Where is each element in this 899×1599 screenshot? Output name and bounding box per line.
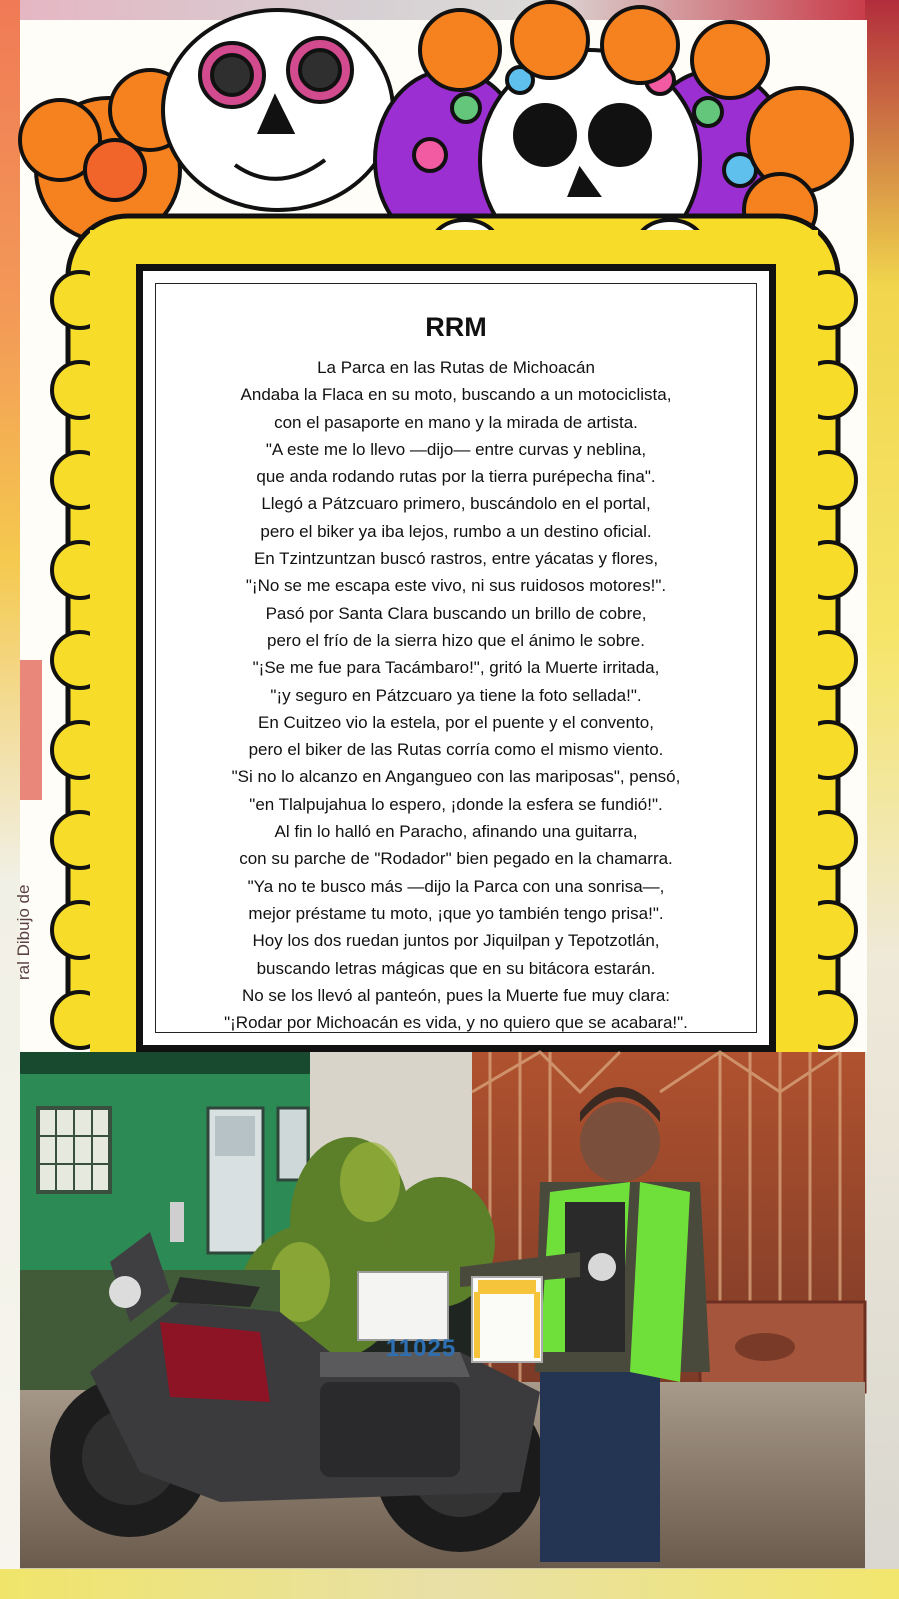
poem-lines <box>156 354 756 1036</box>
poem-inner-border <box>155 283 757 1033</box>
left-edge-blotch <box>20 660 42 800</box>
photo-illustration <box>20 1052 865 1568</box>
poem-line: pero el biker ya iba lejos, rumbo a un destino oficial. <box>260 521 652 541</box>
poem-line: "¡No se me escapa este vivo, ni sus ruidosos motores!". <box>245 576 667 596</box>
left-skull <box>163 10 393 210</box>
poem-title: RRM <box>425 312 487 342</box>
poem-line: No se los llevó al panteón, pues la Muerte fue muy clara: <box>241 985 671 1005</box>
poem-line: buscando letras mágicas que en su bitácora estarán. <box>256 958 656 978</box>
poem-line: "¡Rodar por Michoacán es vida, y no quiero que se acabara!". <box>224 1013 688 1033</box>
poem-panel <box>136 264 776 1052</box>
poem-line: En Cuitzeo vio la estela, por el puente y el convento, <box>258 712 654 732</box>
poem-line: "Ya no te busco más —dijo la Parca con una sonrisa—, <box>247 876 665 896</box>
poem-line: Pasó por Santa Clara buscando un brillo de cobre, <box>265 603 647 623</box>
poem-line: "¡Se me fue para Tacámbaro!", gritó la Muerte irritada, <box>252 658 660 678</box>
poem-line: Llegó a Pátzcuaro primero, buscándolo en el portal, <box>261 494 651 514</box>
poem-line: con el pasaporte en mano y la mirada de artista. <box>274 412 638 432</box>
box-label: 11025 <box>385 1335 457 1362</box>
poem-line: pero el frío de la sierra hizo que el ánimo le sobre. <box>267 630 645 650</box>
left-color-smear <box>0 0 20 1599</box>
poem-line: "A este me lo llevo —dijo— entre curvas y neblina, <box>265 439 647 459</box>
poem-line: que anda rodando rutas por la tierra purépecha fina". <box>256 467 656 487</box>
poem-line: La Parca en las Rutas de Michoacán <box>317 358 595 377</box>
rider-photo <box>20 1052 865 1568</box>
poem-poster <box>14 20 867 1052</box>
box <box>358 1272 448 1340</box>
right-color-smear <box>865 0 899 1599</box>
poem-line: pero el biker de las Rutas corría como el mismo viento. <box>248 740 664 760</box>
poem-line: Al fin lo halló en Paracho, afinando una guitarra, <box>274 822 638 842</box>
poem-line: "¡y seguro en Pátzcuaro ya tiene la foto sellada!". <box>270 685 642 705</box>
side-credit-text: ral Dibujo de <box>14 884 33 980</box>
bottom-color-smear <box>0 1569 899 1599</box>
poem-line: con su parche de "Rodador" bien pegado en la chamarra. <box>239 849 673 869</box>
poem-line: Hoy los dos ruedan juntos por Jiquilpan y Tepotzotlán, <box>252 931 660 951</box>
poem-line: En Tzintzuntzan buscó rastros, entre yácatas y flores, <box>253 549 659 569</box>
poem-line: mejor préstame tu moto, ¡que yo también tengo prisa!". <box>248 903 664 923</box>
poem-line: Andaba la Flaca en su moto, buscando a un motociclista, <box>240 385 672 405</box>
poem-line: "Si no lo alcanzo en Angangueo con las mariposas", pensó, <box>231 767 681 787</box>
poem-line: "en Tlalpujahua lo espero, ¡donde la esfera se fundió!". <box>249 794 663 814</box>
